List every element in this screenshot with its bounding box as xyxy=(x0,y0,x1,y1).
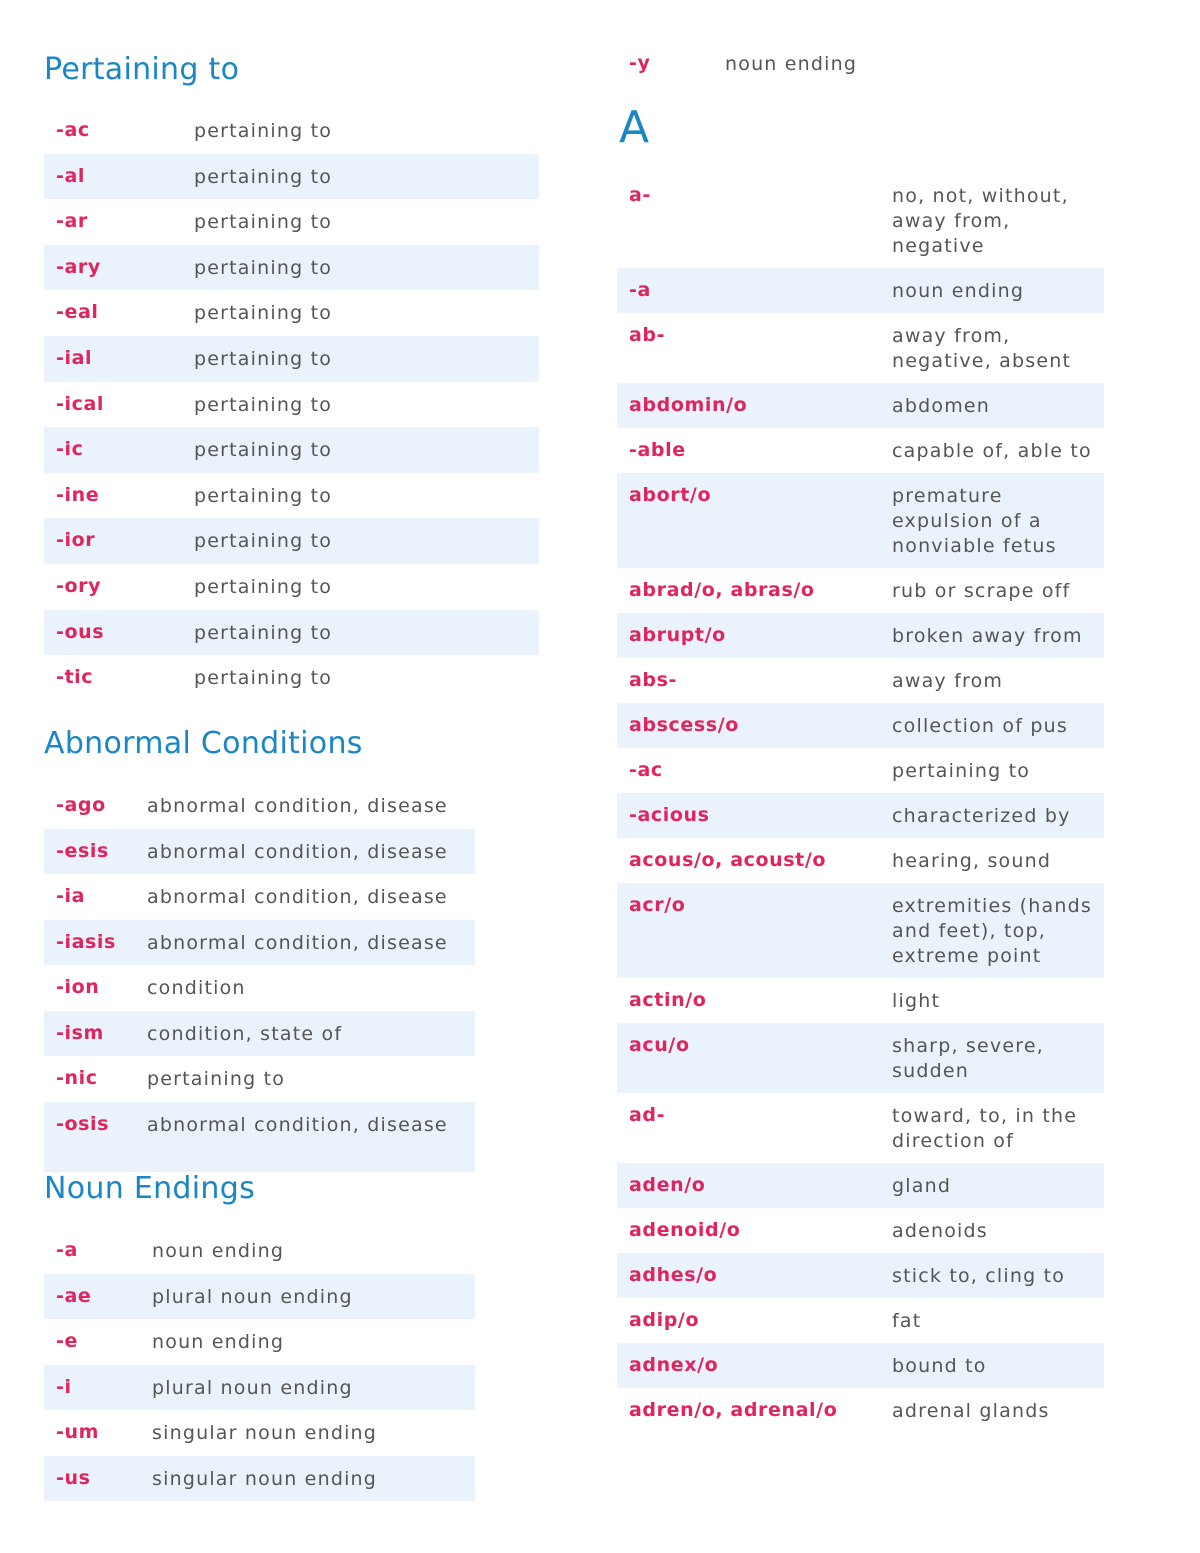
noun-endings-table xyxy=(44,1228,475,1501)
definition: pertaining to xyxy=(194,484,333,507)
table-row xyxy=(617,978,1104,1023)
term: abrupt/o xyxy=(629,624,726,646)
table-row xyxy=(617,1208,1104,1253)
term: -iasis xyxy=(56,930,116,953)
noun-ending-row-y xyxy=(617,52,857,77)
table-row xyxy=(617,268,1104,313)
definition: singular noun ending xyxy=(152,1422,378,1444)
table-row xyxy=(617,313,1104,383)
table-row xyxy=(44,1228,475,1274)
term: acr/o xyxy=(629,894,686,916)
term: -ial xyxy=(56,346,93,369)
term: -i xyxy=(56,1375,72,1398)
term: adenoid/o xyxy=(629,1219,741,1241)
definition: pertaining to xyxy=(194,575,333,598)
definition: condition, state of xyxy=(147,1022,343,1045)
term: -tic xyxy=(56,666,94,689)
table-row xyxy=(617,658,1104,703)
term: abort/o xyxy=(629,484,712,506)
term: -um xyxy=(56,1421,100,1443)
table-row xyxy=(617,173,1104,268)
table-row xyxy=(44,1410,475,1456)
definition: broken away from xyxy=(892,625,1083,647)
term: abs- xyxy=(629,669,678,691)
definition: pertaining to xyxy=(194,393,333,416)
table-row xyxy=(44,473,539,519)
table-row xyxy=(617,613,1104,658)
definition: noun ending xyxy=(725,53,858,75)
definition: plural noun ending xyxy=(152,1285,353,1308)
term: -y xyxy=(629,52,651,74)
term: -al xyxy=(56,164,86,187)
term: -a xyxy=(629,279,651,301)
table-row xyxy=(44,1456,475,1502)
table-row xyxy=(44,920,475,966)
term: adren/o, adrenal/o xyxy=(629,1399,838,1421)
term: adnex/o xyxy=(629,1354,719,1376)
term: abrad/o, abras/o xyxy=(629,579,815,601)
term: -ion xyxy=(56,976,100,998)
table-row xyxy=(44,1102,475,1172)
table-row xyxy=(44,564,539,610)
term: -ia xyxy=(56,885,86,907)
table-row xyxy=(44,336,539,382)
definition: abnormal condition, disease xyxy=(147,886,448,908)
table-row xyxy=(617,748,1104,793)
term: ab- xyxy=(629,324,666,346)
term: acu/o xyxy=(629,1034,690,1056)
definition: pertaining to xyxy=(194,621,333,644)
definition: away from, negative, absent xyxy=(892,325,1072,372)
term: -osis xyxy=(56,1112,110,1135)
table-row xyxy=(617,703,1104,748)
term: -ic xyxy=(56,438,84,461)
definition: abnormal condition, disease xyxy=(147,931,448,954)
term: -a xyxy=(56,1239,78,1261)
table-row xyxy=(44,382,539,428)
definition: noun ending xyxy=(152,1331,285,1353)
table-row xyxy=(617,1023,1104,1093)
table-row xyxy=(44,874,475,920)
definition: pertaining to xyxy=(194,347,333,370)
table-row xyxy=(44,610,539,656)
definition: rub or scrape off xyxy=(892,580,1071,602)
term: -ar xyxy=(56,210,88,233)
term: actin/o xyxy=(629,989,707,1011)
table-row xyxy=(617,1343,1104,1388)
definition: away from xyxy=(892,670,1004,692)
definition: pertaining to xyxy=(147,1068,286,1090)
definition: condition xyxy=(147,977,246,999)
table-row xyxy=(617,1388,1104,1433)
definition: adenoids xyxy=(892,1220,988,1242)
definition: toward, to, in the direction of xyxy=(892,1105,1078,1152)
term: -e xyxy=(56,1330,78,1352)
table-row xyxy=(44,427,539,473)
definition: abnormal condition, disease xyxy=(147,795,448,817)
definition: pertaining to xyxy=(194,165,333,188)
table-row xyxy=(44,1011,475,1057)
term: -acious xyxy=(629,804,710,826)
table-row xyxy=(617,473,1104,568)
definition: noun ending xyxy=(152,1240,285,1262)
table-row xyxy=(44,290,539,336)
definition: pertaining to xyxy=(194,530,333,553)
term: ad- xyxy=(629,1104,666,1126)
letter-a-table xyxy=(617,173,1104,1433)
pertaining-table xyxy=(44,108,539,701)
definition: noun ending xyxy=(892,280,1025,302)
definition: premature expulsion of a nonviable fetus xyxy=(892,485,1057,557)
definition: singular noun ending xyxy=(152,1467,378,1490)
table-row xyxy=(44,965,475,1011)
section-heading-pertaining: Pertaining to xyxy=(44,52,240,87)
term: acous/o, acoust/o xyxy=(629,849,827,871)
term: abdomin/o xyxy=(629,394,748,416)
section-heading-noun-endings: Noun Endings xyxy=(44,1171,255,1206)
table-row xyxy=(617,383,1104,428)
definition: no, not, without, away from, negative xyxy=(892,185,1069,257)
definition: extremities (hands and feet), top, extreme point xyxy=(892,895,1092,967)
table-row xyxy=(44,783,475,829)
table-row xyxy=(617,1093,1104,1163)
term: -ary xyxy=(56,255,101,278)
table-row xyxy=(44,1056,475,1102)
definition: pertaining to xyxy=(194,211,333,234)
definition: pertaining to xyxy=(892,760,1031,782)
term: -ac xyxy=(56,119,90,141)
term: abscess/o xyxy=(629,714,739,736)
definition: plural noun ending xyxy=(152,1376,353,1399)
definition: pertaining to xyxy=(194,256,333,279)
definition: light xyxy=(892,990,941,1012)
definition: fat xyxy=(892,1310,922,1332)
table-row xyxy=(44,1274,475,1320)
definition: pertaining to xyxy=(194,667,333,690)
table-row xyxy=(44,154,539,200)
definition: sharp, severe, sudden xyxy=(892,1035,1044,1082)
table-row xyxy=(617,1298,1104,1343)
term: -ago xyxy=(56,794,106,816)
term: -ac xyxy=(629,759,663,781)
definition: bound to xyxy=(892,1355,987,1377)
definition: pertaining to xyxy=(194,120,333,142)
term: -esis xyxy=(56,839,109,862)
definition: hearing, sound xyxy=(892,850,1052,872)
definition: adrenal glands xyxy=(892,1400,1050,1422)
letter-heading-a: A xyxy=(619,102,650,153)
definition: abnormal condition, disease xyxy=(147,1113,448,1136)
term: -able xyxy=(629,439,686,461)
term: aden/o xyxy=(629,1174,706,1196)
table-row xyxy=(617,428,1104,473)
table-row xyxy=(617,1253,1104,1298)
table-row xyxy=(44,518,539,564)
section-heading-abnormal: Abnormal Conditions xyxy=(44,726,363,761)
table-row xyxy=(617,568,1104,613)
table-row xyxy=(44,655,539,701)
table-row xyxy=(44,108,539,154)
table-row xyxy=(617,883,1104,978)
term: -us xyxy=(56,1466,91,1489)
term: -nic xyxy=(56,1067,98,1089)
term: -eal xyxy=(56,301,99,324)
table-row xyxy=(617,1163,1104,1208)
abnormal-table xyxy=(44,783,475,1172)
definition: pertaining to xyxy=(194,302,333,325)
term: -ous xyxy=(56,620,105,643)
table-row xyxy=(44,199,539,245)
definition: characterized by xyxy=(892,805,1071,827)
table-row xyxy=(44,1365,475,1411)
table-row xyxy=(617,838,1104,883)
term: -ical xyxy=(56,392,104,415)
table-row xyxy=(44,829,475,875)
definition: abdomen xyxy=(892,395,991,417)
definition: abnormal condition, disease xyxy=(147,840,448,863)
definition: gland xyxy=(892,1175,952,1197)
definition: stick to, cling to xyxy=(892,1265,1066,1287)
term: adhes/o xyxy=(629,1264,718,1286)
term: a- xyxy=(629,184,651,206)
term: -ism xyxy=(56,1021,104,1044)
term: -ae xyxy=(56,1284,92,1307)
term: adip/o xyxy=(629,1309,700,1331)
term: -ory xyxy=(56,574,102,597)
definition: pertaining to xyxy=(194,439,333,462)
definition: collection of pus xyxy=(892,715,1068,737)
term: -ior xyxy=(56,529,96,552)
table-row xyxy=(44,1319,475,1365)
term: -ine xyxy=(56,483,100,506)
definition: capable of, able to xyxy=(892,440,1092,462)
table-row xyxy=(617,793,1104,838)
table-row xyxy=(44,245,539,291)
